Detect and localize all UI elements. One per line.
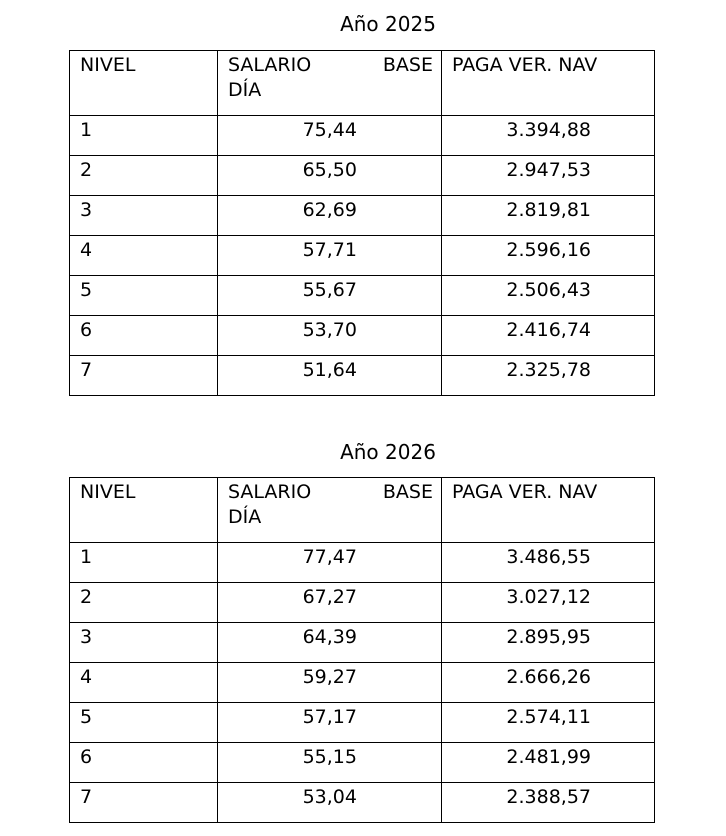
header-salario-base-dia [218, 51, 442, 116]
cell-nivel: 1 [70, 116, 218, 156]
cell-paga: 2.947,53 [442, 156, 655, 196]
header-paga: PAGA VER. NAV [442, 478, 655, 543]
cell-paga: 2.416,74 [442, 316, 655, 356]
cell-paga: 2.325,78 [442, 356, 655, 396]
cell-paga: 2.819,81 [442, 196, 655, 236]
table-row [70, 743, 655, 783]
cell-paga: 2.895,95 [442, 623, 655, 663]
cell-nivel: 2 [70, 583, 218, 623]
table-row [70, 663, 655, 703]
table-header-row [70, 51, 655, 116]
cell-salario: 55,67 [218, 276, 442, 316]
cell-nivel: 4 [70, 663, 218, 703]
cell-salario: 55,15 [218, 743, 442, 783]
header-dia-word: DÍA [228, 79, 262, 101]
header-base-word: BASE [382, 481, 433, 503]
cell-salario: 67,27 [218, 583, 442, 623]
cell-salario: 57,17 [218, 703, 442, 743]
table-row [70, 196, 655, 236]
cell-nivel: 7 [70, 356, 218, 396]
table-title-2025: Año 2025 [340, 12, 436, 36]
table-row [70, 156, 655, 196]
cell-paga: 3.027,12 [442, 583, 655, 623]
cell-paga: 2.481,99 [442, 743, 655, 783]
table-row [70, 276, 655, 316]
cell-paga: 3.394,88 [442, 116, 655, 156]
cell-salario: 53,04 [218, 783, 442, 823]
cell-nivel: 3 [70, 623, 218, 663]
cell-salario: 64,39 [218, 623, 442, 663]
header-nivel: NIVEL [70, 51, 218, 116]
cell-nivel: 7 [70, 783, 218, 823]
header-base-word: BASE [382, 54, 433, 76]
cell-salario: 77,47 [218, 543, 442, 583]
cell-salario: 59,27 [218, 663, 442, 703]
table-row [70, 543, 655, 583]
table-row [70, 623, 655, 663]
cell-paga: 2.666,26 [442, 663, 655, 703]
cell-paga: 2.596,16 [442, 236, 655, 276]
cell-salario: 51,64 [218, 356, 442, 396]
header-salario-word: SALARIO [228, 54, 312, 76]
cell-nivel: 5 [70, 703, 218, 743]
salary-table-2025 [69, 50, 655, 396]
cell-nivel: 5 [70, 276, 218, 316]
table-row [70, 316, 655, 356]
cell-salario: 53,70 [218, 316, 442, 356]
header-salario-base-dia [218, 478, 442, 543]
table-row [70, 703, 655, 743]
cell-nivel: 6 [70, 316, 218, 356]
table-row [70, 356, 655, 396]
header-dia-word: DÍA [228, 506, 262, 528]
cell-nivel: 3 [70, 196, 218, 236]
table-title-2026: Año 2026 [340, 440, 436, 464]
table-row [70, 783, 655, 823]
cell-paga: 2.574,11 [442, 703, 655, 743]
cell-salario: 57,71 [218, 236, 442, 276]
table-row [70, 583, 655, 623]
header-nivel: NIVEL [70, 478, 218, 543]
header-salario-word: SALARIO [228, 481, 312, 503]
cell-nivel: 1 [70, 543, 218, 583]
cell-nivel: 6 [70, 743, 218, 783]
cell-salario: 65,50 [218, 156, 442, 196]
cell-paga: 2.506,43 [442, 276, 655, 316]
cell-nivel: 2 [70, 156, 218, 196]
cell-salario: 62,69 [218, 196, 442, 236]
table-row [70, 116, 655, 156]
cell-paga: 3.486,55 [442, 543, 655, 583]
table-row [70, 236, 655, 276]
salary-table-2026 [69, 477, 655, 823]
cell-paga: 2.388,57 [442, 783, 655, 823]
cell-nivel: 4 [70, 236, 218, 276]
table-header-row [70, 478, 655, 543]
header-paga: PAGA VER. NAV [442, 51, 655, 116]
cell-salario: 75,44 [218, 116, 442, 156]
